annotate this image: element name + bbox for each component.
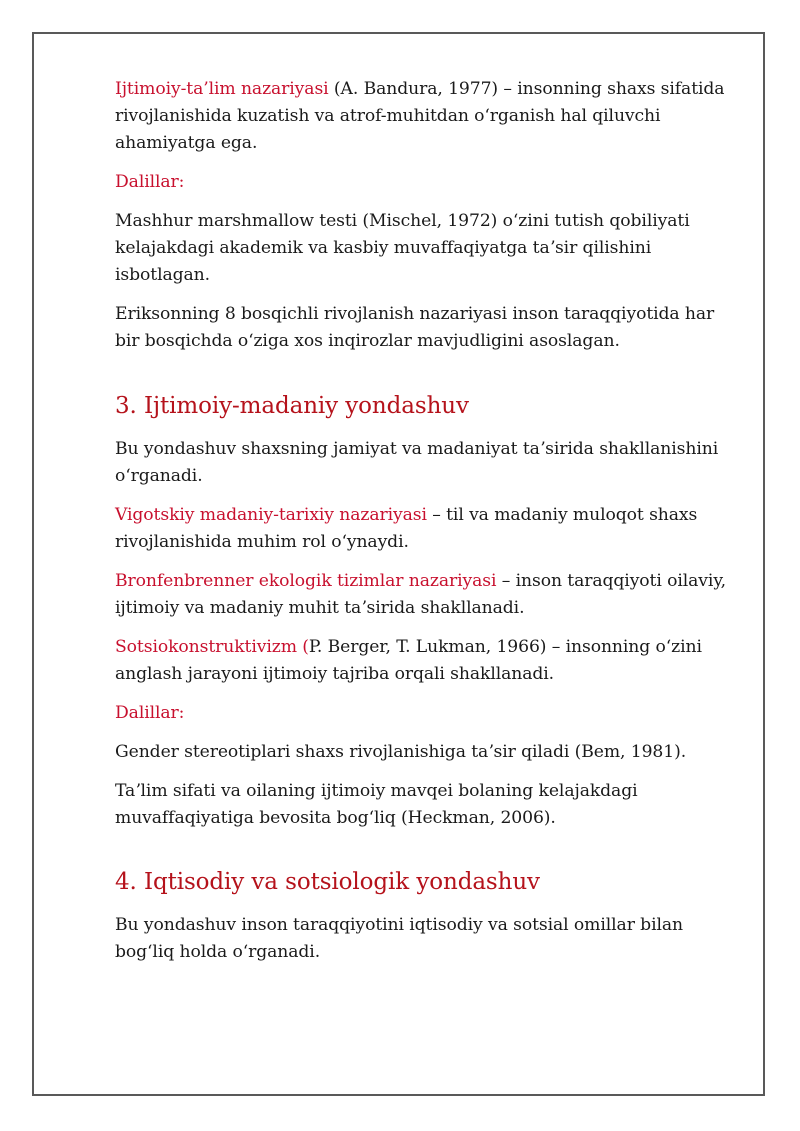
term-socioconstructivism: Sotsiokonstruktivizm (	[115, 637, 309, 657]
paragraph-bandura	[115, 76, 735, 157]
paragraph-marshmallow: Mashhur marshmallow testi (Mischel, 1972) oʻzini tutish qobiliyati kelajakdagi akademik va kasbiy muvaffaqiyatga taʼsir qilishini isbotlagan.	[115, 211, 690, 285]
paragraph-intro-4: Bu yondashuv inson taraqqiyotini iqtisodiy va sotsial omillar bilan bogʻliq holda oʻrganadi.	[115, 915, 683, 962]
section-heading-3: 3. Ijtimoiy-madaniy yondashuv	[115, 393, 469, 419]
paragraph-text: P. Berger, T. Lukman, 1966) – insonning oʻzini anglash jarayoni ijtimoiy tajriba orqali shakllanadi.	[115, 637, 702, 684]
paragraph-text: (A. Bandura, 1977) – insonning shaxs sifatida rivojlanishida kuzatish va atrof-muhitdan oʻrganish hal qiluvchi ahamiyatga ega.	[115, 79, 725, 153]
term-bronfenbrenner: Bronfenbrenner ekologik tizimlar nazariyasi	[115, 571, 497, 591]
evidence-label: Dalillar:	[115, 172, 185, 192]
paragraph-text: – til va madaniy muloqot shaxs rivojlanishida muhim rol oʻynaydi.	[115, 505, 698, 552]
paragraph-text: – inson taraqqiyoti oilaviy, ijtimoiy va madaniy muhit taʼsirida shakllanadi.	[115, 571, 727, 618]
paragraph-heckman: Taʼlim sifati va oilaning ijtimoiy mavqei bolaning kelajakdagi muvaffaqiyatiga bevosita bogʻliq (Heckman, 2006).	[115, 781, 638, 828]
paragraph-bronfenbrenner	[115, 568, 735, 622]
section-heading-4: 4. Iqtisodiy va sotsiologik yondashuv	[115, 869, 540, 895]
paragraph-socioconstructivism	[115, 634, 735, 688]
paragraph-intro-3: Bu yondashuv shaxsning jamiyat va madaniyat taʼsirida shakllanishini oʻrganadi.	[115, 439, 719, 486]
paragraph-vygotsky	[115, 502, 735, 556]
term-vygotsky: Vigotskiy madaniy-tarixiy nazariyasi	[115, 505, 427, 525]
paragraph-erikson: Eriksonning 8 bosqichli rivojlanish nazariyasi inson taraqqiyotida har bir bosqichda oʻziga xos inqirozlar mavjudligini asoslagan.	[115, 304, 715, 351]
evidence-label: Dalillar:	[115, 703, 185, 723]
paragraph-gender: Gender stereotiplari shaxs rivojlanishiga taʼsir qiladi (Bem, 1981).	[115, 742, 687, 762]
term-bandura: Ijtimoiy-ta’lim nazariyasi	[115, 79, 329, 99]
document-body	[115, 76, 735, 978]
